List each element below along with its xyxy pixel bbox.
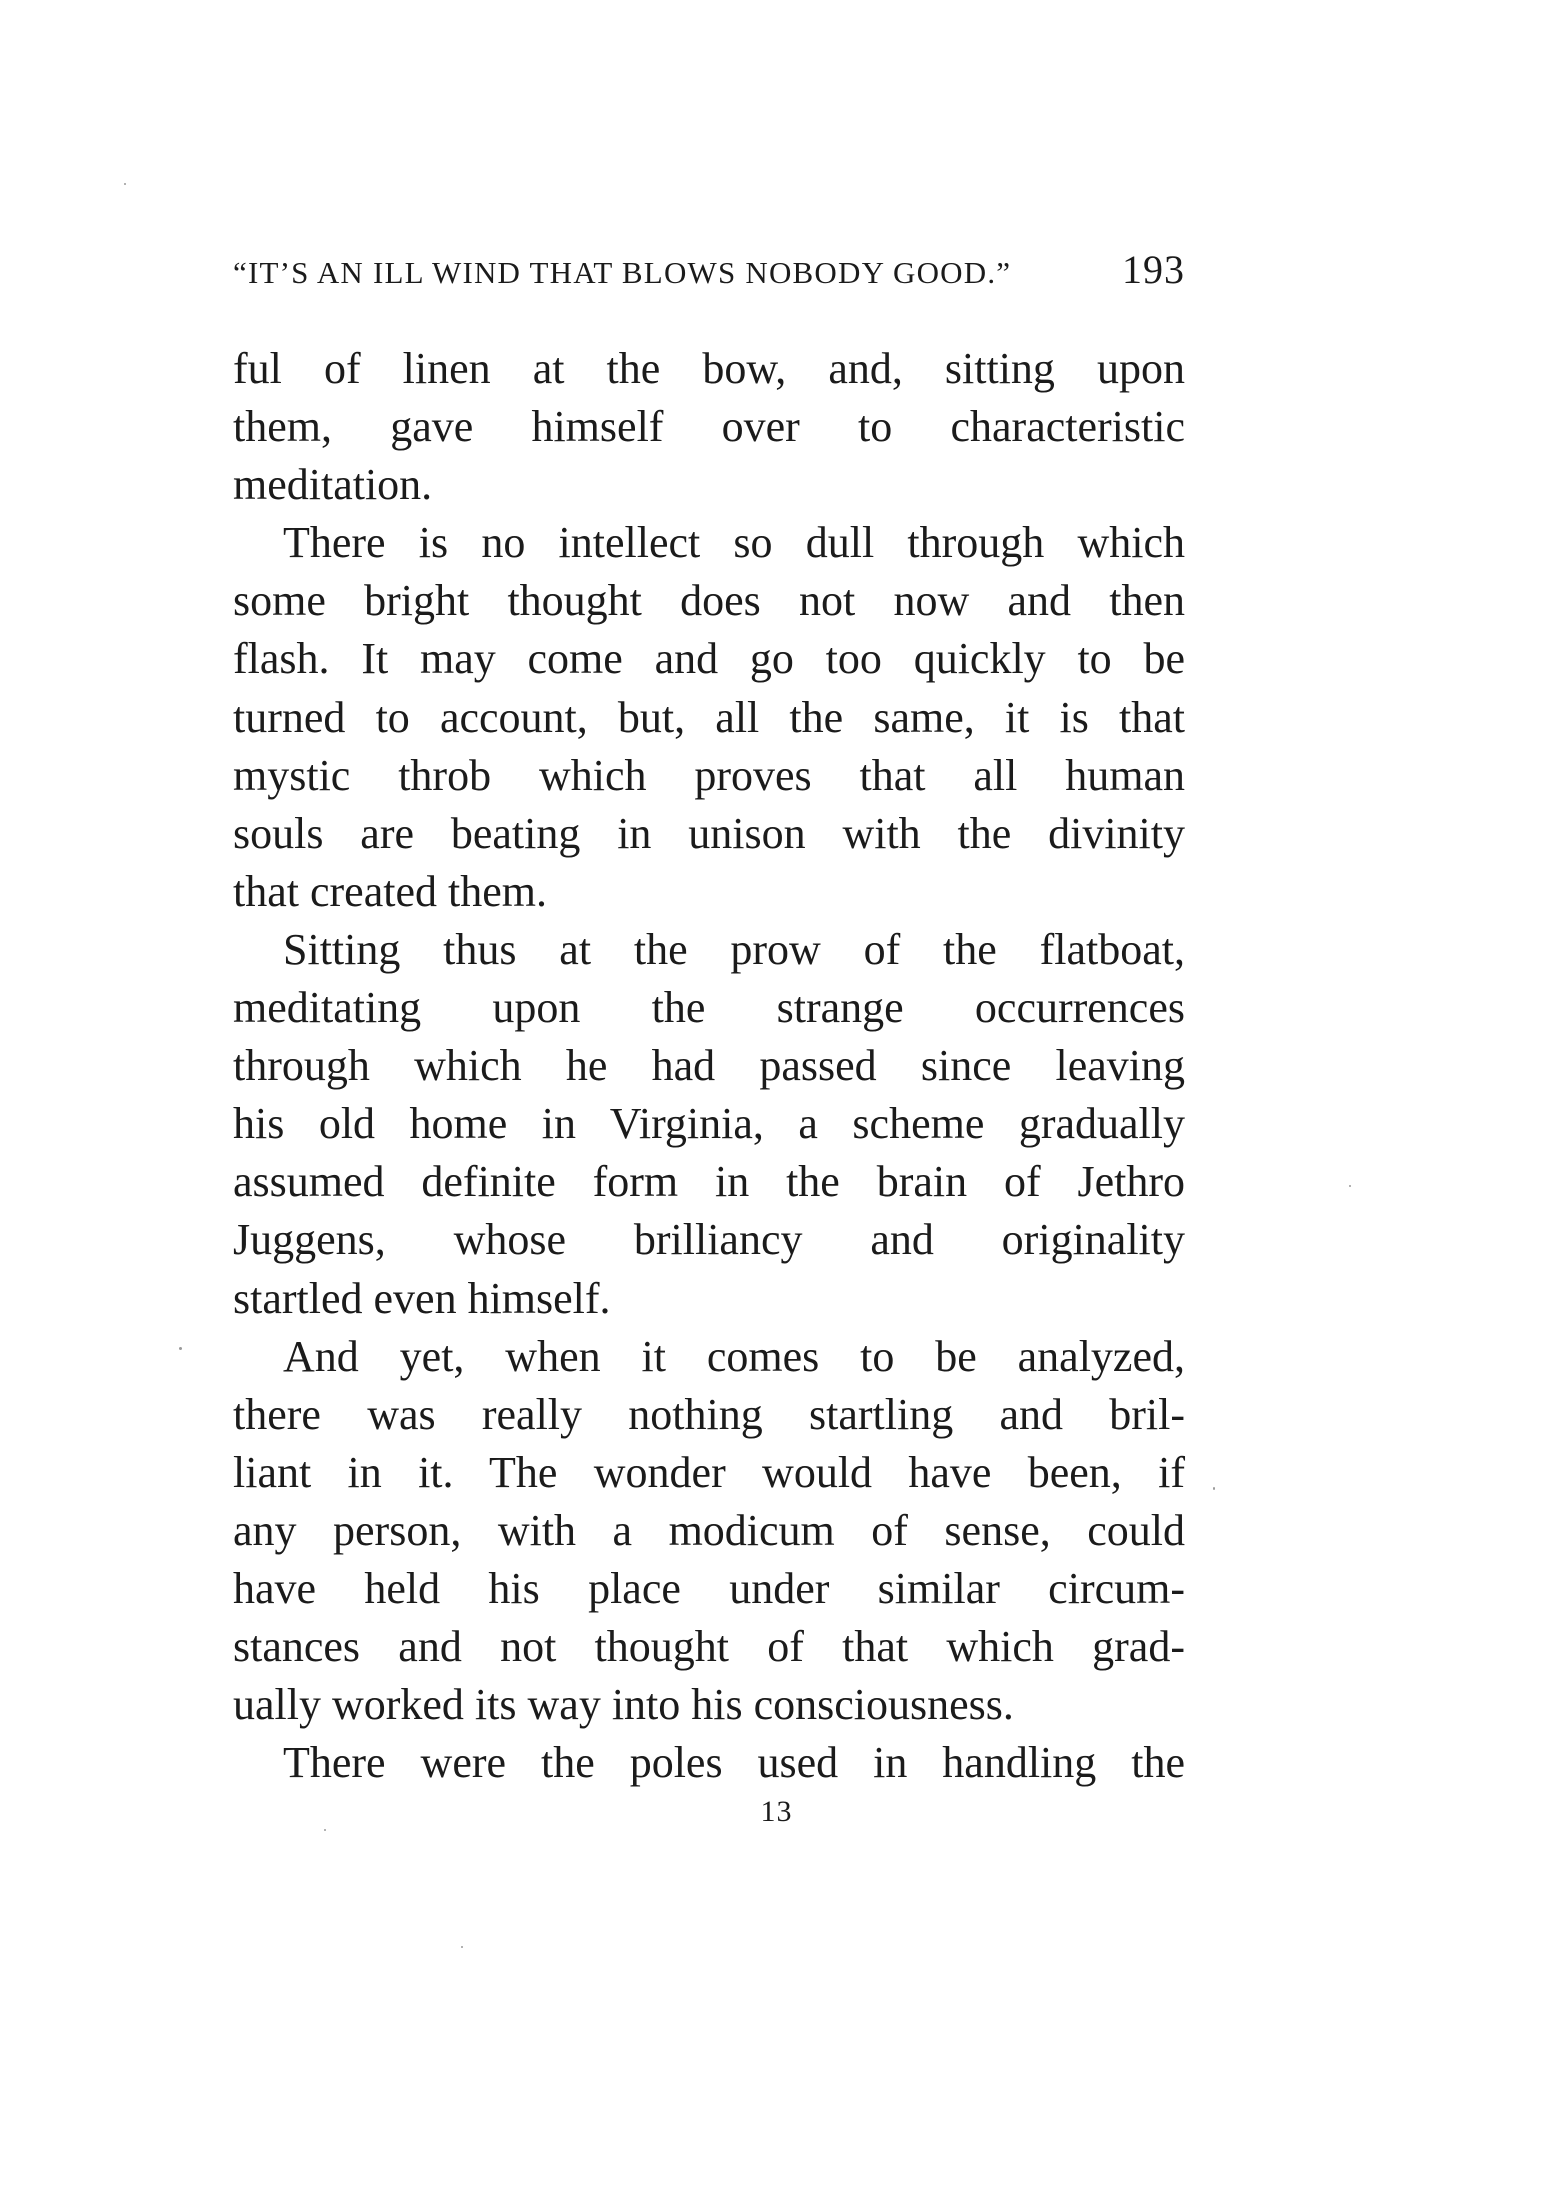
text-line: There were the poles used in handling the [283,1738,1185,1788]
text-line: souls are beating in unison with the divinity [233,808,1185,858]
text-line: There is no intellect so dull through which [283,518,1185,568]
text-line: flash. It may come and go too quickly to be [233,634,1185,684]
signature-mark: 13 [760,1795,793,1828]
body-text [233,340,1185,1792]
text-line: have held his place under similar circum- [233,1563,1185,1613]
text-line: liant in it. The wonder would have been, if [233,1447,1185,1497]
paper-speck [179,1347,182,1350]
paper-speck [1213,1487,1215,1490]
text-line: turned to account, but, all the same, it is that [233,692,1185,742]
text-line: that created them. [233,866,547,916]
text-line: ful of linen at the bow, and, sitting upon [233,344,1185,393]
text-line: stances and not thought of that which grad- [233,1622,1185,1672]
text-line: some bright thought does not now and then [233,576,1185,626]
text-line: Sitting thus at the prow of the flatboat, [283,924,1185,974]
text-line: assumed definite form in the brain of Jethro [233,1157,1185,1207]
text-line: meditation. [233,460,433,510]
paper-speck [1349,1185,1351,1187]
paper-speck [461,1946,463,1948]
text-line: there was really nothing startling and bril- [233,1389,1185,1439]
text-line: through which he had passed since leaving [233,1041,1185,1091]
text-line: any person, with a modicum of sense, could [233,1505,1185,1555]
paper-speck [124,183,126,185]
text-line: mystic throb which proves that all human [233,750,1185,800]
text-line: ually worked its way into his consciousness. [233,1680,1014,1730]
text-line: meditating upon the strange occurrences [233,983,1185,1033]
text-line: And yet, when it comes to be analyzed, [283,1331,1185,1381]
page-header [233,246,1185,296]
paper-speck [324,1829,326,1831]
text-line: his old home in Virginia, a scheme gradually [233,1099,1185,1149]
running-head: “IT’S AN ILL WIND THAT BLOWS NOBODY GOOD.” [233,255,1012,290]
page-number: 193 [1122,247,1185,292]
text-line: startled even himself. [233,1273,611,1323]
text-line: Juggens, whose brilliancy and originality [233,1215,1185,1265]
text-line: them, gave himself over to characteristic [233,402,1185,452]
